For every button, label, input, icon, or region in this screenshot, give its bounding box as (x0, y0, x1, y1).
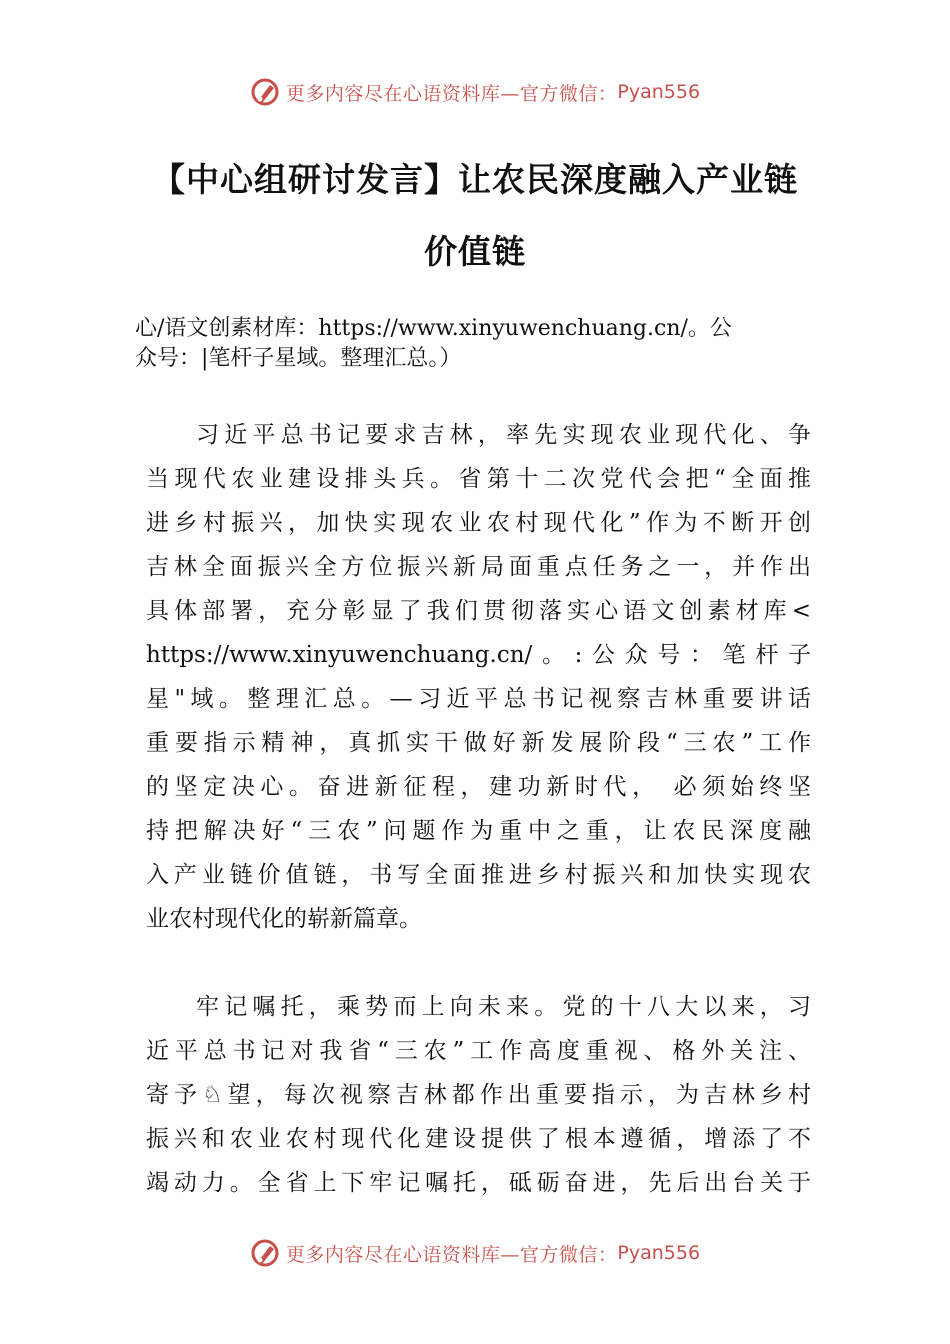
paragraph-1-line: 持把解决好“三农”问题作为重中之重，让农民深度融 (146, 818, 811, 844)
paragraph-1-line: 当现代农业建设排头兵。省第十二次党代会把“全面推 (146, 466, 811, 492)
paragraph-1-line: 重要指示精神，真抓实干做好新发展阶段“三农”工作 (146, 730, 811, 756)
paragraph-2-line: 近平总书记对我省“三农”工作高度重视、格外关注、 (146, 1038, 811, 1064)
paragraph-1-line: 习近平总书记要求吉林，率先实现农业现代化、争 (196, 422, 811, 448)
header-banner (0, 72, 950, 112)
banner-text: 更多内容尽在心语资料库—官方微信： (285, 1243, 618, 1266)
page-title-line-2: 价值链 (424, 232, 526, 271)
paragraph-2-line: 竭动力。全省上下牢记嘱托，砥砺奋进，先后出台关于 (146, 1170, 811, 1196)
paragraph-2-line: 振兴和农业农村现代化建设提供了根本遵循，增添了不 (146, 1126, 811, 1152)
source-note-line-2: 众号：|笔杆子星域。整理汇总。） (135, 346, 462, 371)
paragraph-1-line: https://www.xinyuwenchuang.cn/。:公众号：笔杆子 (146, 642, 811, 668)
paragraph-1-line: 入产业链价值链，书写全面推进乡村振兴和加快实现农 (146, 862, 811, 888)
footer-banner (0, 1233, 950, 1273)
banner-wechat-id: Pyan556 (617, 81, 701, 103)
paragraph-1-line: 进乡村振兴，加快实现农业农村现代化”作为不断开创 (146, 510, 811, 536)
source-note-line-1: 心/语文创素材库：https://www.xinyuwenchuang.cn/。公 (135, 316, 732, 341)
paragraph-1-line: 的坚定决心。奋进新征程，建功新时代， 必须始终坚 (146, 774, 811, 800)
banner-text: 更多内容尽在心语资料库—官方微信： (285, 82, 618, 105)
paragraph-1-line: 吉林全面振兴全方位振兴新局面重点任务之一，并作出 (146, 554, 811, 580)
paragraph-2-line: 寄予♘望，每次视察吉林都作出重要指示，为吉林乡村 (146, 1082, 811, 1108)
pen-logo-icon (250, 1238, 280, 1268)
banner-wechat-id: Pyan556 (617, 1242, 701, 1264)
pen-logo-icon (250, 77, 280, 107)
paragraph-1-line: 业农村现代化的崭新篇章。 (146, 906, 422, 932)
paragraph-2-line: 牢记嘱托，乘势而上向未来。党的十八大以来，习 (196, 994, 811, 1020)
paragraph-1-line: 具体部署，充分彰显了我们贯彻落实心语文创素材库< (146, 598, 811, 624)
page-title-line-1: 【中心组研讨发言】让农民深度融入产业链 (152, 160, 798, 199)
paragraph-1-line: 星"域。整理汇总。—习近平总书记视察吉林重要讲话 (146, 686, 811, 712)
